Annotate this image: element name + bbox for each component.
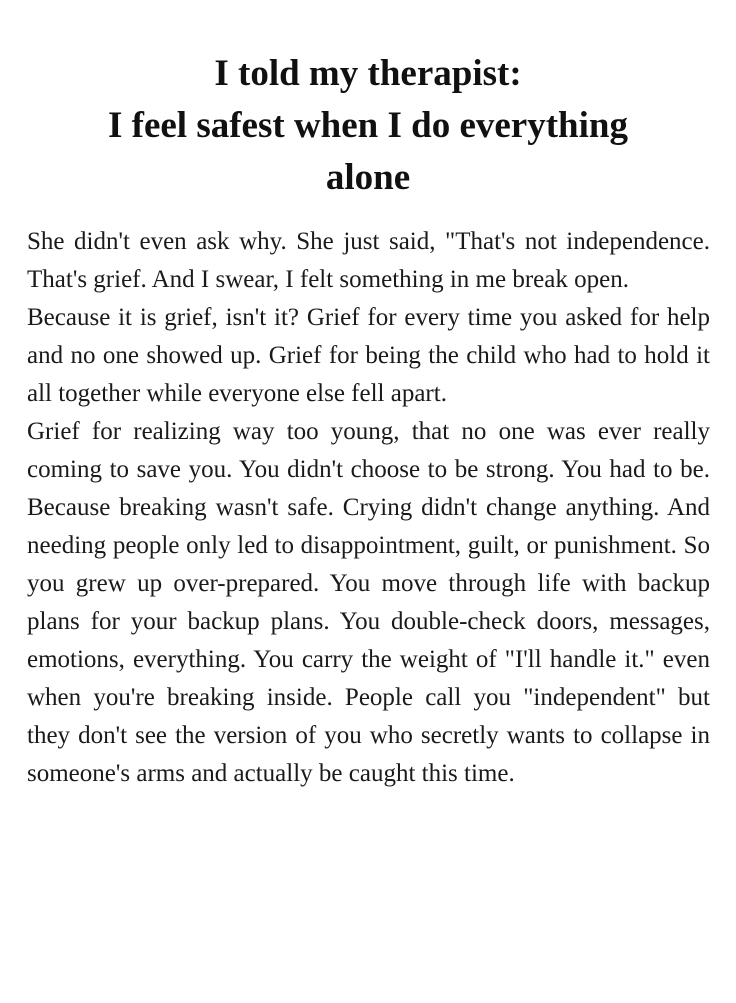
title-line-1: I told my therapist: (214, 53, 522, 94)
paragraph-3: Grief for realizing way too young, that no one was ever really coming to save you. You didn't choose to be strong. You had to be. Because breaking wasn't safe. Crying didn't change anything. And needing people only led to disappointment, guilt, or punishment. So you grew up over-prepared. You move through life with backup plans for your backup plans. You double-check doors, messages, emotions, everything. You carry the weight of "I'll handle it." even when you're breaking inside. People call you "independent" but they don't see the version of you who secretly wants to collapse in someone's arms and actually be caught this time. (27, 418, 710, 787)
paragraph-2: Because it is grief, isn't it? Grief for every time you asked for help and no one showed up. Grief for being the child who had to hold it all together while everyone else fell apart. (27, 304, 710, 407)
page-title (30, 48, 706, 204)
title-line-2: I feel safest when I do everything (107, 105, 628, 146)
body-text (27, 223, 710, 793)
paragraph-1: She didn't even ask why. She just said, "That's not independence. That's grief. And I swear, I felt something in me break open. (27, 228, 710, 293)
title-line-3: alone (325, 157, 411, 198)
